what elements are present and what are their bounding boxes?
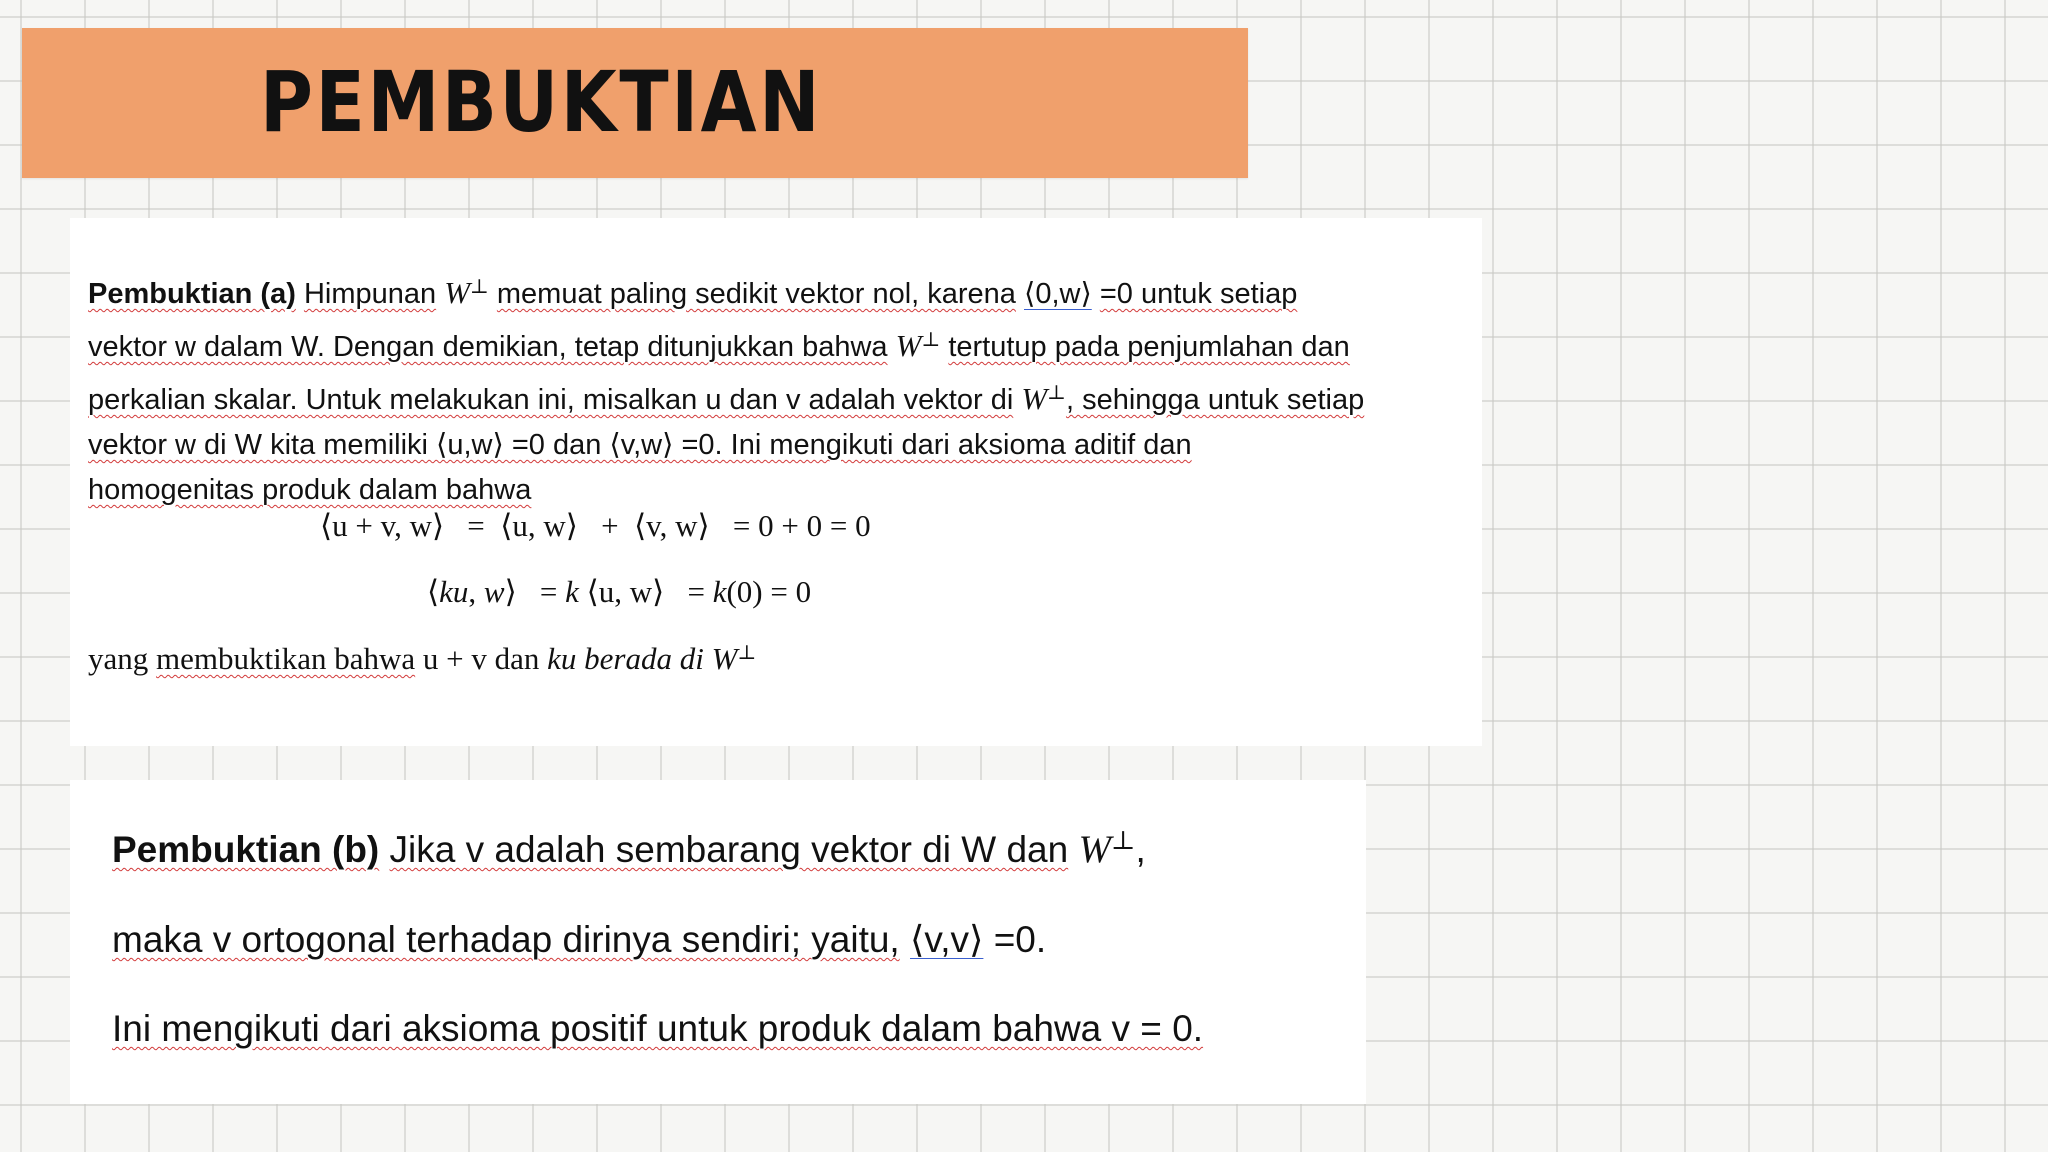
equation-homogeneity: ⟨ku, w⟩ = k ⟨u, w⟩ = k(0) = 0 bbox=[427, 574, 812, 609]
proof-a-text: homogenitas produk dalam bahwa bbox=[88, 474, 532, 506]
proof-a-line-3 bbox=[88, 370, 1468, 423]
proof-b-label: Pembuktian (b) bbox=[112, 829, 380, 870]
equation-additivity: ⟨u + v, w⟩ = ⟨u, w⟩ + ⟨v, w⟩ = 0 + 0 = 0 bbox=[320, 508, 871, 543]
proof-a-text: =0 untuk setiap bbox=[1099, 278, 1298, 310]
w-perp-symbol: W⊥ bbox=[1078, 826, 1136, 871]
w-perp-symbol: W⊥ bbox=[1021, 380, 1066, 416]
proof-b-card bbox=[70, 780, 1366, 1104]
proof-a-text: vektor w dalam W. Dengan demikian, tetap ditunjukkan bahwa bbox=[88, 331, 888, 363]
proof-a-line-2 bbox=[88, 317, 1468, 370]
proof-a-card bbox=[70, 218, 1482, 746]
title-banner bbox=[22, 28, 1248, 178]
proof-a-text: vektor w di W kita memiliki ⟨u,w⟩ =0 dan ⟨v,w⟩ =0. Ini mengikuti dari aksioma aditif dan bbox=[88, 429, 1192, 461]
proof-b-text: Ini mengikuti dari aksioma positif untuk produk dalam bahwa v = 0. bbox=[112, 1008, 1204, 1049]
inner-product-vv: ⟨v,v⟩ bbox=[910, 919, 984, 960]
proof-a-text: memuat paling sedikit vektor nol, karena bbox=[496, 278, 1016, 310]
proof-a-text: Himpunan bbox=[303, 278, 437, 310]
proof-a-text: , sehingga untuk setiap bbox=[1065, 384, 1365, 416]
proof-b-line-2: maka v ortogonal terhadap dirinya sendiri; yaitu, ⟨v,v⟩ =0. bbox=[112, 919, 1047, 960]
proof-b-line-1: Pembuktian (b) Jika v adalah sembarang vektor di W dan W⊥, bbox=[112, 826, 1146, 871]
proof-a-line-5 bbox=[88, 468, 1468, 513]
proof-a-label: Pembuktian (a) bbox=[88, 278, 296, 310]
proof-b-text: maka v ortogonal terhadap dirinya sendiri; yaitu, bbox=[112, 919, 900, 960]
w-perp-symbol: W⊥ bbox=[444, 274, 489, 310]
proof-a-line-4 bbox=[88, 423, 1468, 468]
proof-b-text: Jika v adalah sembarang vektor di W dan bbox=[389, 829, 1069, 870]
page-title: PEMBUKTIAN bbox=[260, 53, 823, 151]
proof-a-text: tertutup pada penjumlahan dan bbox=[948, 331, 1350, 363]
proof-a-text: perkalian skalar. Untuk melakukan ini, misalkan u dan v adalah vektor di bbox=[88, 384, 1014, 416]
proof-b-line-3 bbox=[112, 1008, 1352, 1050]
inner-product-0w: ⟨0,w⟩ bbox=[1024, 278, 1092, 310]
proof-a-paragraph bbox=[88, 264, 1468, 513]
proof-a-line-1 bbox=[88, 264, 1468, 317]
proof-a-conclusion: yang membuktikan bahwa u + v dan ku berada di W⊥ bbox=[88, 640, 757, 676]
w-perp-symbol: W⊥ bbox=[895, 327, 941, 363]
